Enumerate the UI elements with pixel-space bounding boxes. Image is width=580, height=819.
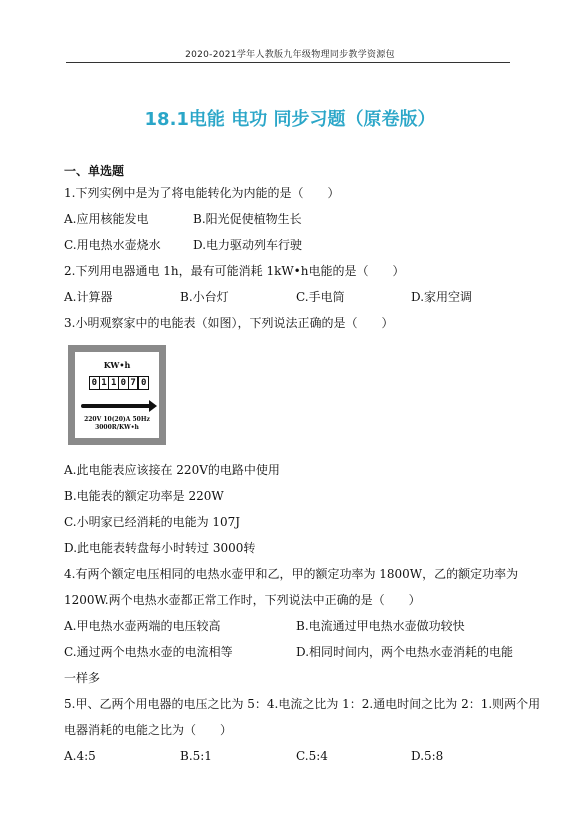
section-heading: 一、单选题 <box>64 164 125 178</box>
page-header: 2020-2021学年人教版九年级物理同步教学资源包 <box>185 50 395 60</box>
header-divider <box>66 62 510 63</box>
meter-digit: 1 <box>109 377 119 389</box>
meter-spec-constant: 3000R/KW•h <box>95 424 139 431</box>
q1-option-a: A.应用核能发电 <box>64 212 149 226</box>
q4-option-d-continued: 一样多 <box>64 671 101 685</box>
q4-option-d: D.相同时间内，两个电热水壶消耗的电能 <box>296 645 514 659</box>
meter-reading-display <box>89 376 149 390</box>
meter-digit: 0 <box>90 377 100 389</box>
page-title: 18.1电能 电功 同步习题（原卷版） <box>144 109 436 130</box>
q1-option-d: D.电力驱动列车行驶 <box>193 238 303 252</box>
meter-digit: 7 <box>129 377 139 389</box>
meter-digit: 0 <box>119 377 129 389</box>
q3-option-a: A.此电能表应该接在 220V的电路中使用 <box>64 463 280 477</box>
q3-option-d: D.此电能表转盘每小时转过 3000转 <box>64 541 256 555</box>
q3-option-c: C.小明家已经消耗的电能为 107J <box>64 515 241 529</box>
q4-stem-line2: 1200W.两个电热水壶都正常工作时，下列说法中正确的是（ ） <box>64 593 421 607</box>
q3-stem: 3.小明观察家中的电能表（如图），下列说法正确的是（ ） <box>64 316 394 330</box>
meter-unit-label: KW•h <box>103 360 131 370</box>
q5-option-a: A.4:5 <box>64 749 96 763</box>
meter-digit: 1 <box>100 377 110 389</box>
meter-specs <box>75 416 159 432</box>
q2-option-d: D.家用空调 <box>411 290 473 304</box>
q4-option-a: A.甲电热水壶两端的电压较高 <box>64 619 221 633</box>
q5-option-b: B.5:1 <box>180 749 212 763</box>
q2-stem: 2.下列用电器通电 1h，最有可能消耗 1kW•h电能的是（ ） <box>64 264 405 278</box>
meter-decimal-digit: 0 <box>138 377 148 389</box>
arrow-head-icon <box>149 400 157 412</box>
meter-rotor-arrow <box>81 404 153 408</box>
q1-option-b: B.阳光促使植物生长 <box>193 212 302 226</box>
q4-option-b: B.电流通过甲电热水壶做功较快 <box>296 619 465 633</box>
meter-spec-rating: 220V 10(20)A 50Hz <box>84 416 150 423</box>
q1-stem: 1.下列实例中是为了将电能转化为内能的是（ ） <box>64 186 340 200</box>
q5-option-d: D.5:8 <box>411 749 444 763</box>
electricity-meter-figure <box>68 345 166 445</box>
q5-stem-line2: 电器消耗的电能之比为（ ） <box>64 723 233 737</box>
q5-option-c: C.5:4 <box>296 749 328 763</box>
q3-option-b: B.电能表的额定功率是 220W <box>64 489 224 503</box>
meter-face <box>75 352 159 438</box>
q5-stem-line1: 5.甲、乙两个用电器的电压之比为 5：4.电流之比为 1：2.通电时间之比为 2：1.则两个用 <box>64 697 541 711</box>
q2-option-b: B.小台灯 <box>180 290 229 304</box>
q4-stem-line1: 4.有两个额定电压相同的电热水壶甲和乙，甲的额定功率为 1800W，乙的额定功率为 <box>64 567 519 581</box>
q2-option-c: C.手电筒 <box>296 290 345 304</box>
q2-option-a: A.计算器 <box>64 290 113 304</box>
q4-option-c: C.通过两个电热水壶的电流相等 <box>64 645 233 659</box>
q1-option-c: C.用电热水壶烧水 <box>64 238 161 252</box>
